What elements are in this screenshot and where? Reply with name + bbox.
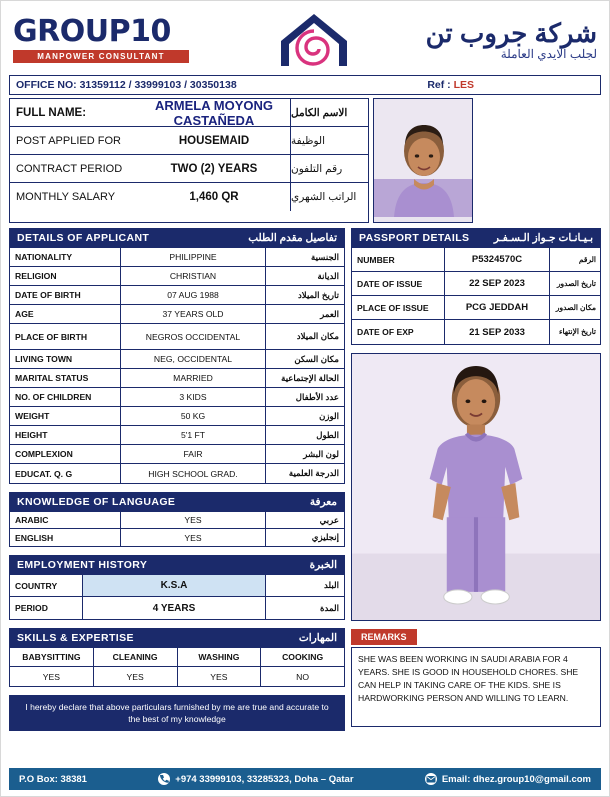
portrait-image (374, 99, 473, 217)
row-arabic: الرقم (578, 254, 596, 264)
section-title: KNOWLEDGE OF LANGUAGE (17, 496, 176, 508)
row-value: HIGH SCHOOL GRAD. (120, 464, 266, 483)
row-arabic: الاسم الكامل (290, 99, 368, 126)
footer-phone-block (158, 773, 353, 785)
row-value: CHRISTIAN (120, 267, 266, 285)
arabic-tagline: لجلب الايدي العاملة (500, 47, 597, 62)
table-row (10, 248, 344, 267)
row-key: DATE OF ISSUE (357, 278, 423, 289)
ref-label: Ref : (427, 79, 451, 91)
footer-pobox: P.O Box: 38381 (19, 773, 87, 785)
section-header-language (9, 492, 345, 512)
logo-subtitle: MANPOWER CONSULTANT (13, 50, 189, 63)
row-arabic: البلد (324, 580, 339, 590)
row-value: FAIR (120, 445, 266, 463)
skill-value: NO (296, 671, 310, 682)
top-section (9, 98, 601, 223)
footer-phone: +974 33999103, 33285323, Doha – Qatar (175, 773, 354, 785)
row-value: 50 KG (120, 407, 266, 425)
row-label: CONTRACT PERIOD (16, 162, 123, 175)
company-logo (13, 14, 203, 63)
row-value: K.S.A (82, 575, 266, 596)
skill-header: BABYSITTING (10, 648, 94, 667)
row-label: MONTHLY SALARY (16, 191, 116, 203)
section-title: PASSPORT DETAILS (359, 232, 470, 244)
table-row (10, 407, 344, 426)
row-value: TWO (2) YEARS (170, 162, 258, 175)
top-info-table (9, 98, 369, 223)
passport-table (351, 248, 601, 345)
row-arabic: الحالة الإجتماعية (281, 372, 339, 383)
arabic-company-name: شركة جروب تن (425, 17, 597, 48)
table-row (10, 426, 344, 445)
row-arabic: إنجليزي (311, 532, 339, 542)
table-row (10, 286, 344, 305)
reference-block (427, 79, 474, 91)
row-arabic: لون البشر (303, 448, 339, 459)
section-title: SKILLS & EXPERTISE (17, 632, 134, 644)
row-value: 4 YEARS (82, 597, 266, 619)
logo-wordmark (13, 14, 203, 49)
row-value: PCG JEDDAH (444, 296, 550, 319)
language-table (9, 512, 345, 547)
arch-emblem-icon (277, 11, 351, 69)
row-value: 22 SEP 2023 (444, 272, 550, 295)
table-row (10, 388, 344, 407)
section-title-arabic: الخبرة (309, 559, 337, 571)
row-key: AGE (15, 309, 34, 319)
table-row (10, 529, 344, 546)
skill-value: YES (94, 667, 178, 686)
skill-value: YES (178, 667, 262, 686)
row-key: COUNTRY (15, 580, 58, 591)
row-value: HOUSEMAID (178, 134, 250, 147)
row-key: LIVING TOWN (15, 354, 73, 364)
ref-value: LES (453, 79, 474, 91)
section-title: DETAILS OF APPLICANT (17, 232, 150, 244)
email-icon (425, 773, 437, 785)
row-key: PLACE OF BIRTH (15, 331, 88, 342)
applicant-portrait-photo (373, 98, 473, 223)
table-row (10, 575, 344, 597)
table-row (10, 183, 368, 211)
right-column (351, 228, 601, 731)
row-key: NUMBER (357, 254, 395, 265)
row-key: ARABIC (15, 515, 49, 525)
row-value: 3 KIDS (120, 388, 266, 406)
row-arabic: الوظيفة (290, 127, 368, 154)
row-arabic: تاريخ الإنتهاء (559, 327, 596, 337)
section-title-arabic: بـيـانـات جـواز الـسـفـر (493, 232, 593, 244)
table-row (10, 464, 344, 483)
row-arabic: العمر (320, 308, 339, 319)
table-row (10, 305, 344, 324)
row-arabic: الوزن (319, 410, 339, 421)
row-arabic: تاريخ الصدور (556, 278, 596, 288)
row-arabic: الطول (316, 429, 339, 440)
phone-icon (158, 773, 170, 785)
table-row (10, 99, 368, 127)
declaration-text: I hereby declare that above particulars furnished by me are true and accurate to the best of my knowledge (9, 695, 345, 731)
row-key: DATE OF EXP (357, 327, 414, 337)
row-key: MARITAL STATUS (15, 373, 89, 383)
section-title-arabic: معرفة (309, 496, 337, 508)
row-value: NEG, OCCIDENTAL (120, 350, 266, 368)
skill-header: CLEANING (94, 648, 178, 667)
row-key: RELIGION (15, 271, 57, 281)
table-row (10, 597, 344, 619)
row-key: NO. OF CHILDREN (15, 392, 92, 402)
table-row (10, 369, 344, 388)
table-row (352, 248, 600, 272)
row-arabic: الجنسية (310, 251, 339, 262)
row-label: FULL NAME: (16, 106, 87, 119)
table-row (10, 512, 344, 529)
logo-text: GROUP (13, 14, 131, 49)
table-row (352, 296, 600, 320)
row-value: P5324570C (444, 248, 550, 271)
table-row (10, 324, 344, 350)
document-footer (9, 768, 601, 790)
skill-header: COOKING (261, 648, 344, 667)
row-key: DATE OF BIRTH (15, 290, 81, 300)
row-arabic: عدد الأطفال (295, 391, 339, 402)
logo-number: 10 (130, 14, 171, 49)
section-title-arabic: تفاصيل مقدم الطلب (248, 232, 337, 244)
table-row (10, 445, 344, 464)
row-arabic: الدرجة العلمية (288, 468, 339, 478)
row-arabic: مكان الصدور (555, 302, 596, 312)
row-key: EDUCAT. Q. G (15, 468, 73, 479)
full-body-photo (351, 353, 601, 621)
table-row (352, 320, 600, 344)
row-value: YES (120, 512, 266, 528)
office-number-bar (9, 75, 601, 95)
section-header-skills (9, 628, 345, 648)
document-header (9, 7, 601, 73)
employment-table (9, 575, 345, 620)
row-arabic: مكان الميلاد (296, 331, 339, 341)
row-value: YES (120, 529, 266, 546)
row-key: COMPLEXION (15, 449, 73, 459)
table-row (10, 267, 344, 286)
skills-table (9, 648, 345, 687)
row-key: WEIGHT (15, 411, 50, 421)
row-label: POST APPLIED FOR (16, 134, 121, 147)
section-header-applicant (9, 228, 345, 248)
section-header-employment (9, 555, 345, 575)
section-title: EMPLOYMENT HISTORY (17, 559, 148, 571)
skills-header-row (10, 648, 344, 667)
section-header-passport (351, 228, 601, 248)
row-value: ARMELA MOYONG CASTAÑEDA (155, 97, 273, 128)
skills-value-row (10, 667, 344, 686)
row-value: 07 AUG 1988 (120, 286, 266, 304)
full-body-image (352, 354, 600, 620)
section-title-arabic: المهارات (298, 632, 337, 644)
table-row (10, 155, 368, 183)
row-arabic: الراتب الشهري (290, 183, 368, 211)
row-arabic: مكان السكن (294, 353, 339, 364)
center-emblem (274, 11, 354, 69)
footer-email: Email: dhez.group10@gmail.com (441, 773, 591, 785)
office-numbers: OFFICE NO: 31359112 / 33999103 / 30350138 (16, 79, 237, 91)
row-arabic: عربي (319, 514, 339, 525)
row-value: NEGROS OCCIDENTAL (120, 324, 266, 349)
row-arabic: المدة (320, 602, 339, 613)
row-arabic: الديانة (317, 270, 339, 281)
row-value: MARRIED (120, 369, 266, 387)
row-key: PERIOD (15, 603, 48, 613)
remarks-tag: REMARKS (351, 629, 417, 645)
row-value: 5'1 FT (120, 426, 266, 444)
row-value: 37 YEARS OLD (120, 305, 266, 323)
row-value: 21 SEP 2033 (444, 320, 550, 344)
row-value: PHILIPPINE (120, 248, 266, 266)
row-key: NATIONALITY (15, 252, 73, 262)
remarks-text: SHE WAS BEEN WORKING IN SAUDI ARABIA FOR 4 YEARS. SHE IS GOOD IN HOUSEHOLD CHORES. SHE CAN HELP IN TAKING CARE OF THE KIDS. SHE IS HARDWORKING PERSON AND WILLING TO LEARN. (351, 647, 601, 727)
table-row (352, 272, 600, 296)
skill-header: WASHING (178, 648, 262, 667)
row-arabic: رقم التلفون (290, 155, 368, 182)
left-column (9, 228, 345, 731)
main-columns (9, 228, 601, 731)
row-key: ENGLISH (15, 532, 54, 543)
footer-email-block (425, 773, 591, 785)
applicant-details-table (9, 248, 345, 484)
skill-value: YES (10, 667, 94, 686)
row-key: PLACE OF ISSUE (357, 302, 429, 313)
row-arabic: تاريخ الميلاد (297, 289, 339, 300)
row-value: 1,460 QR (189, 191, 239, 203)
row-key: HEIGHT (15, 430, 48, 440)
arabic-company-block (426, 19, 597, 62)
table-row (10, 127, 368, 155)
table-row (10, 350, 344, 369)
